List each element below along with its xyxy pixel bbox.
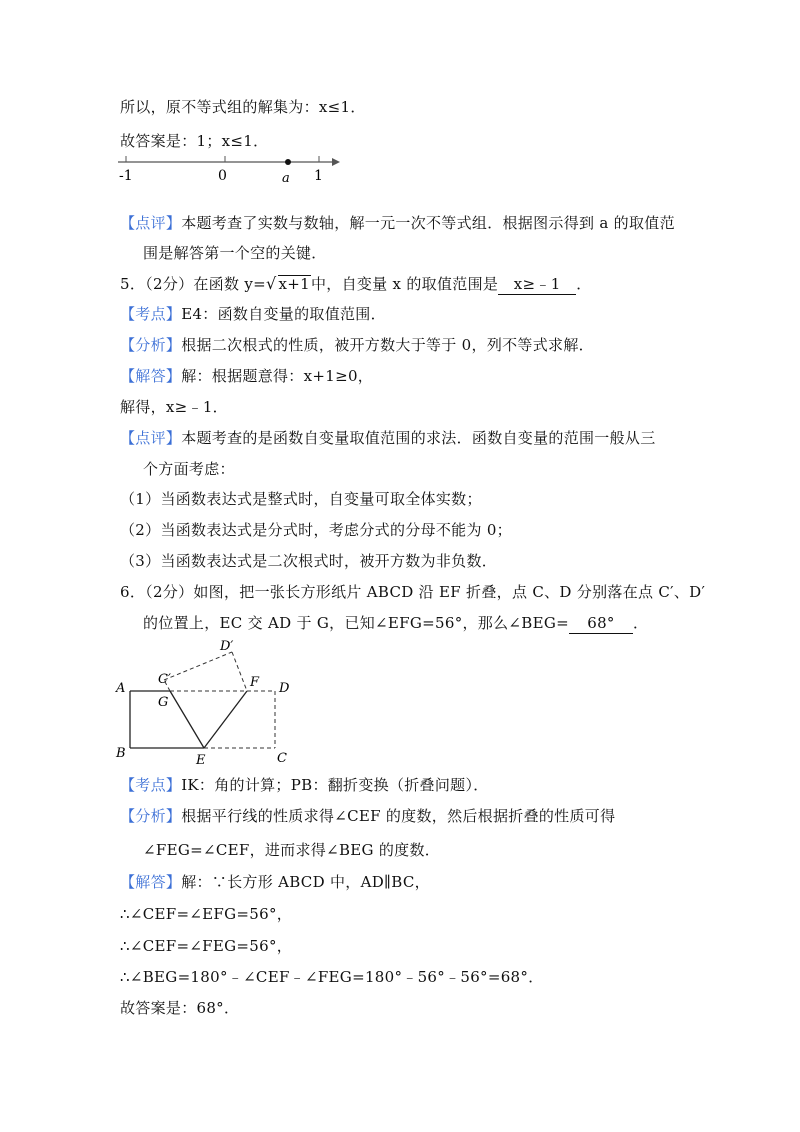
label-G: G — [158, 695, 169, 710]
q6-final: 故答案是：68°． — [120, 999, 240, 1017]
question-5 — [120, 274, 592, 295]
q6-fenxi-2: ∠FEG=∠CEF，进而求得∠BEG 的度数． — [143, 841, 441, 859]
question-6-line-1: 6．（2分）如图，把一张长方形纸片 ABCD 沿 EF 折叠，点 C、D 分别落在点 C′、D′ — [120, 583, 706, 601]
q5-jieda-2: 解得，x≥﹣1． — [120, 398, 228, 416]
tick-label-minus-1: -1 — [119, 168, 133, 184]
q5-prefix: 5．（2分）在函数 y= — [120, 275, 266, 293]
label-D: D — [279, 681, 290, 696]
label-A: A — [116, 681, 126, 696]
kaodian-text: IK：角的计算；PB：翻折变换（折叠问题）． — [181, 776, 489, 794]
label-E: E — [196, 753, 206, 768]
tick-label-1: 1 — [314, 168, 323, 184]
number-line-figure — [114, 152, 344, 186]
jieda-text: 解：根据题意得：x+1≥0， — [181, 367, 374, 385]
q5-case-2: （2）当函数表达式是分式时，考虑分式的分母不能为 0； — [120, 521, 512, 539]
q6-fenxi — [120, 806, 615, 826]
label-D-prime: D′ — [220, 639, 234, 654]
q6-end: ． — [633, 614, 649, 632]
answer-line: 故答案是：1；x≤1． — [120, 132, 269, 150]
review-text-1: 本题考查了实数与数轴，解一元一次不等式组．根据图示得到 a 的取值范 — [181, 214, 675, 232]
q6-step-2: ∴∠CEF=∠FEG=56°， — [120, 937, 293, 955]
fenxi-text-1: 根据平行线的性质求得∠CEF 的度数，然后根据折叠的性质可得 — [181, 807, 616, 825]
fenxi-text: 根据二次根式的性质，被开方数大于等于 0，列不等式求解． — [181, 336, 594, 354]
number-line-arrow — [332, 158, 340, 166]
edge-D-prime-F — [232, 652, 247, 691]
review-tag: 【点评】 — [120, 214, 182, 232]
question-6-line-2 — [143, 613, 648, 634]
q6-step-3: ∴∠BEG=180°﹣∠CEF﹣∠FEG=180°﹣56°﹣56°=68°． — [120, 968, 544, 986]
q5-jieda — [120, 366, 373, 386]
jieda-tag: 【解答】 — [120, 367, 182, 385]
kaodian-tag: 【考点】 — [120, 305, 182, 323]
point-a — [285, 159, 291, 165]
sqrt-icon: √ — [266, 274, 277, 293]
label-C-prime: C′ — [158, 672, 171, 687]
jieda-text: 解：∵长方形 ABCD 中，AD∥BC， — [181, 873, 430, 891]
fold-line-EF — [204, 691, 247, 748]
solution-conclusion: 所以，原不等式组的解集为：x≤1． — [120, 98, 366, 116]
q5-radicand: x+1 — [278, 275, 310, 293]
q6-answer-blank: 68° — [569, 613, 633, 634]
fenxi-tag: 【分析】 — [120, 807, 182, 825]
q5-dianping — [120, 428, 656, 448]
jieda-tag: 【解答】 — [120, 873, 182, 891]
q5-suffix: 中，自变量 x 的取值范围是 — [310, 275, 499, 293]
edge-EG — [170, 691, 204, 748]
q6-jieda — [120, 872, 430, 892]
q5-answer-blank: x≥﹣1 — [498, 274, 576, 295]
kaodian-text: E4：函数自变量的取值范围． — [181, 305, 386, 323]
q5-dianping-2: 个方面考虑： — [143, 460, 235, 478]
review-text-2: 围是解答第一个空的关键． — [143, 244, 327, 262]
dianping-tag: 【点评】 — [120, 429, 182, 447]
q5-case-1: （1）当函数表达式是整式时，自变量可取全体实数； — [120, 490, 482, 508]
tick-label-0: 0 — [218, 168, 227, 184]
label-C: C — [277, 751, 287, 766]
kaodian-tag: 【考点】 — [120, 776, 182, 794]
q6-step-1: ∴∠CEF=∠EFG=56°， — [120, 905, 293, 923]
q5-end: ． — [576, 275, 592, 293]
dianping-text-1: 本题考查的是函数自变量取值范围的求法．函数自变量的范围一般从三 — [181, 429, 656, 447]
q5-kaodian — [120, 304, 386, 324]
point-label-a: a — [282, 171, 290, 186]
q6-prefix: 的位置上，EC 交 AD 于 G，已知∠EFG=56°，那么∠BEG= — [143, 614, 569, 632]
fenxi-tag: 【分析】 — [120, 336, 182, 354]
label-B: B — [116, 746, 126, 761]
q5-fenxi — [120, 335, 594, 355]
q5-case-3: （3）当函数表达式是二次根式时，被开方数为非负数． — [120, 552, 498, 570]
q6-kaodian — [120, 775, 489, 795]
folding-figure — [112, 634, 302, 768]
edge-C-prime-D-prime — [164, 652, 232, 680]
review-part4 — [120, 213, 675, 233]
label-F: F — [250, 675, 260, 690]
